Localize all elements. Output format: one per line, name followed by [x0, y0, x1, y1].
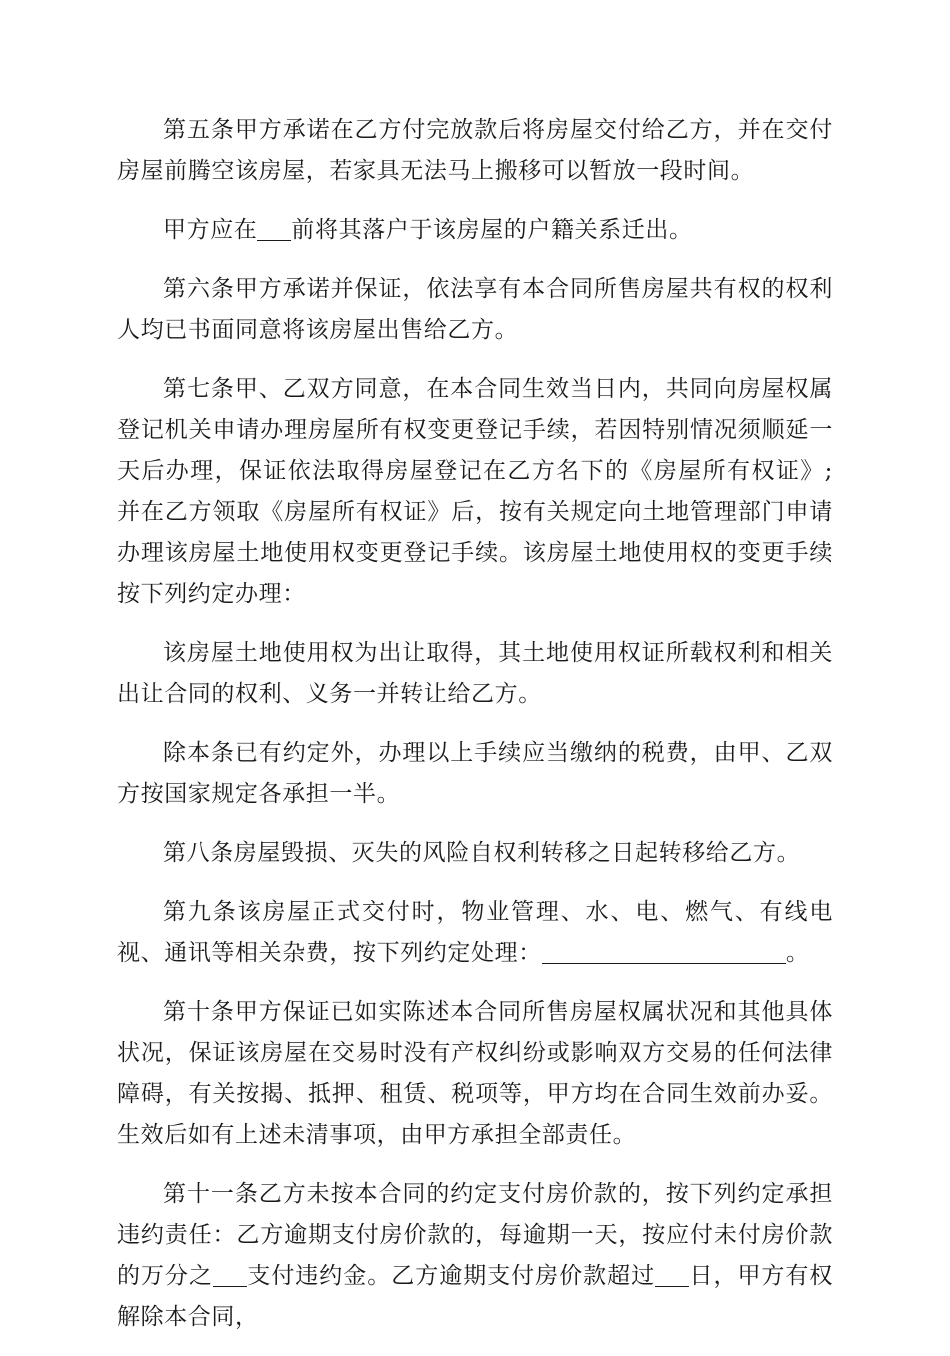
blank-line-date — [257, 239, 291, 241]
paragraph-article-6: 第六条甲方承诺并保证，依法享有本合同所售房屋共有权的权利人均已书面同意将该房屋出售给乙方。 — [117, 276, 833, 343]
document-body — [117, 110, 833, 1356]
paragraph-text-before-blank: 甲方应在 — [163, 217, 258, 243]
paragraph-text-part-2: 支付违约金。乙方逾期支付房价款超过 — [246, 1263, 656, 1289]
blank-line-fees — [542, 962, 786, 964]
blank-line-penalty-rate — [213, 1285, 247, 1287]
paragraph-article-11 — [117, 1174, 833, 1338]
paragraph-text-after-blank: 。 — [785, 940, 810, 966]
paragraph-article-9 — [117, 892, 833, 974]
paragraph-article-7: 第七条甲、乙双方同意，在本合同生效当日内，共同向房屋权属登记机关申请办理房屋所有权变更登记手续，若因特别情况须顺延一天后办理，保证依法取得房屋登记在乙方名下的《房屋所有权证》;并在乙方领取《房屋所有权证》后，按有关规定向土地管理部门申请办理该房屋土地使用权变更登记手续。该房屋土地使用权的变更手续按下列约定办理： — [117, 376, 833, 607]
paragraph-household-registration — [117, 210, 833, 251]
paragraph-land-use-right: 该房屋土地使用权为出让取得，其土地使用权证所载权利和相关出让合同的权利、义务一并转让给乙方。 — [117, 640, 833, 707]
paragraph-taxes: 除本条已有约定外，办理以上手续应当缴纳的税费，由甲、乙双方按国家规定各承担一半。 — [117, 740, 833, 807]
paragraph-text-part-1: 第十一条乙方未按本合同的约定支付房价款的，按下列约定承担违约责任：乙方逾期支付房价款的，每逾期一天，按应付未付房价款的万分之 — [117, 1181, 833, 1289]
blank-line-days — [655, 1285, 689, 1287]
paragraph-text-part-3: 日，甲方有权解除本合同， — [117, 1263, 834, 1330]
paragraph-article-8: 第八条房屋毁损、灭失的风险自权利转移之日起转移给乙方。 — [163, 840, 801, 866]
paragraph-text-before-blank: 第九条该房屋正式交付时，物业管理、水、电、燃气、有线电视、通讯等相关杂费，按下列约定处理： — [117, 899, 833, 966]
paragraph-text-after-blank: 前将其落户于该房屋的户籍关系迁出。 — [291, 217, 693, 243]
paragraph-article-10: 第十条甲方保证已如实陈述本合同所售房屋权属状况和其他具体状况，保证该房屋在交易时没有产权纠纷或影响双方交易的任何法律障碍，有关按揭、抵押、租赁、税项等，甲方均在合同生效前办妥。生效后如有上述未清事项，由甲方承担全部责任。 — [117, 999, 833, 1148]
paragraph-article-5: 第五条甲方承诺在乙方付完放款后将房屋交付给乙方，并在交付房屋前腾空该房屋，若家具无法马上搬移可以暂放一段时间。 — [117, 117, 833, 184]
